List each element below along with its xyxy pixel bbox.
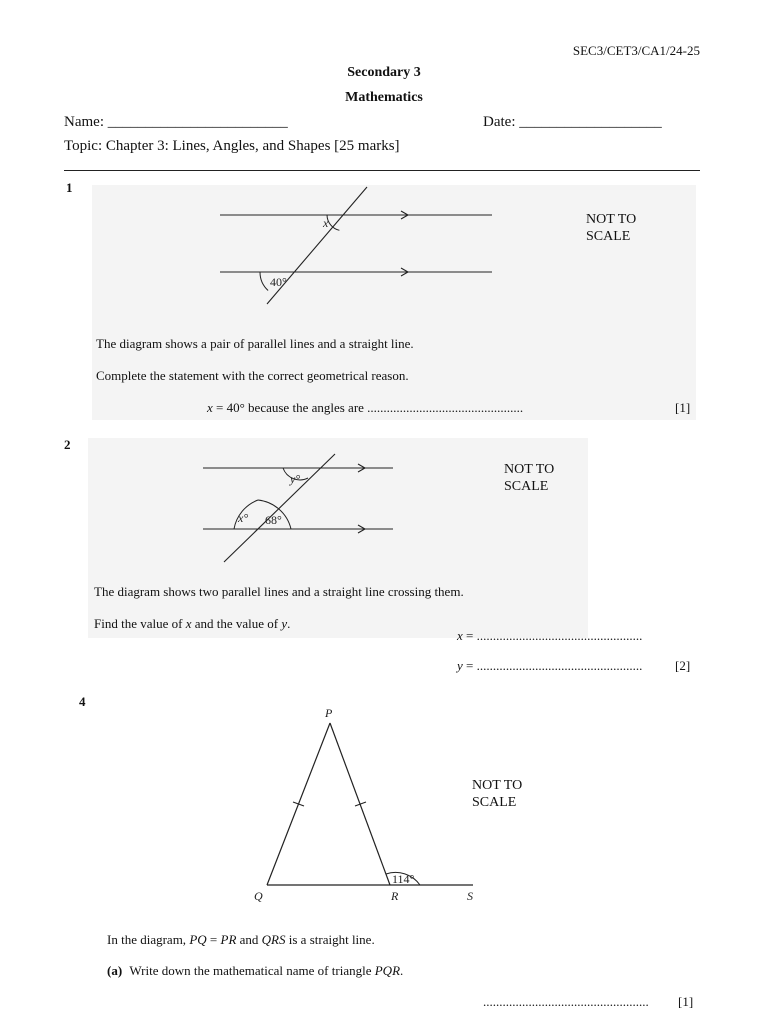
q4-text1-eq: =	[206, 932, 221, 947]
q1-text2: Complete the statement with the correct geometrical reason.	[96, 368, 409, 383]
q2-y-var: y	[457, 658, 463, 673]
q4-text1-pq: PQ	[189, 932, 207, 947]
q1-answer-text: = 40° because the angles are	[212, 400, 368, 415]
q2-text1: The diagram shows two parallel lines and a straight line crossing them.	[94, 584, 464, 599]
q4-text1	[107, 932, 375, 948]
q2-text2	[94, 616, 290, 632]
date-line: ___________________	[519, 114, 662, 130]
q2-not-to-scale	[504, 461, 554, 495]
name-label: Name:	[64, 114, 104, 130]
level-heading: Secondary 3	[347, 65, 421, 80]
q1-answer-line	[207, 400, 523, 416]
q2-number: 2	[64, 437, 71, 452]
q4-diagram	[245, 703, 485, 908]
q4-not-to-scale	[472, 777, 522, 811]
q4-angle-114: 114°	[392, 872, 415, 886]
q2-not-to-scale-line1: NOT TO	[504, 462, 555, 477]
q2-x-blank[interactable]: ...................................................	[476, 628, 643, 643]
q1-not-to-scale	[586, 211, 636, 245]
q4-part-a-label: (a)	[107, 963, 123, 978]
q1-answer-blank[interactable]: ................................................	[367, 400, 524, 415]
q2-text2-pre: Find the value of	[94, 616, 186, 631]
q4-text1-pr: PR	[220, 932, 237, 947]
q1-arc-x	[327, 215, 339, 230]
q4-not-to-scale-line1: NOT TO	[472, 778, 523, 793]
q4-part-a	[107, 963, 403, 979]
q2-text2-end: .	[287, 616, 291, 631]
q2-transversal	[224, 454, 335, 562]
q4-text1-pre: In the diagram,	[107, 932, 190, 947]
date-label: Date:	[483, 114, 516, 130]
q2-angle-x: x°	[238, 511, 249, 525]
q2-y-blank[interactable]: ...................................................	[476, 658, 643, 673]
q4-part-a-pqr: PQR	[374, 963, 401, 978]
q4-label-r: R	[391, 889, 399, 903]
q1-angle-40: 40°	[270, 275, 287, 289]
q2-x-answer	[457, 628, 642, 644]
name-row	[64, 114, 288, 131]
q2-diagram	[198, 452, 398, 567]
q2-y-answer	[457, 658, 642, 674]
date-row	[483, 114, 662, 131]
q4-part-a-end: .	[400, 963, 404, 978]
q2-angle-68: 68°	[265, 513, 282, 527]
q2-x-var: x	[457, 628, 463, 643]
q1-text1: The diagram shows a pair of parallel lines and a straight line.	[96, 336, 414, 351]
q1-angle-x: x	[323, 216, 329, 230]
q2-text2-y: y	[281, 616, 288, 631]
q2-y-eq: =	[462, 658, 477, 673]
q1-answer-var: x	[207, 400, 213, 415]
q4-answer-blank[interactable]: ...................................................	[483, 994, 649, 1009]
subject-heading: Mathematics	[345, 90, 423, 105]
q1-not-to-scale-line2: SCALE	[586, 229, 631, 244]
q4-not-to-scale-line2: SCALE	[472, 795, 517, 810]
q2-text2-x: x	[185, 616, 192, 631]
name-line: ________________________	[107, 114, 288, 130]
q2-marks: [2]	[675, 658, 691, 673]
q4-label-p: P	[325, 706, 333, 720]
q4-text1-and: and	[236, 932, 262, 947]
q2-not-to-scale-line2: SCALE	[504, 479, 549, 494]
q4-number: 4	[79, 694, 86, 709]
q1-arc-40	[260, 272, 268, 291]
header-divider	[64, 170, 700, 171]
q4-label-q: Q	[254, 889, 263, 903]
q1-marks: [1]	[675, 400, 691, 415]
q2-x-eq: =	[462, 628, 477, 643]
topic-line: Topic: Chapter 3: Lines, Angles, and Shapes [25 marks]	[64, 138, 400, 154]
q1-number: 1	[66, 180, 73, 195]
q1-not-to-scale-line1: NOT TO	[586, 212, 637, 227]
document-code: SEC3/CET3/CA1/24-25	[572, 43, 700, 58]
q4-text1-qrs: QRS	[261, 932, 286, 947]
q4-text1-end: is a straight line.	[285, 932, 375, 947]
q4-marks: [1]	[678, 994, 694, 1009]
q2-angle-y: y°	[290, 472, 301, 486]
q1-diagram	[215, 180, 500, 305]
q2-text2-mid: and the value of	[191, 616, 282, 631]
q4-part-a-text: Write down the mathematical name of triangle	[129, 963, 375, 978]
q4-label-s: S	[467, 889, 473, 903]
